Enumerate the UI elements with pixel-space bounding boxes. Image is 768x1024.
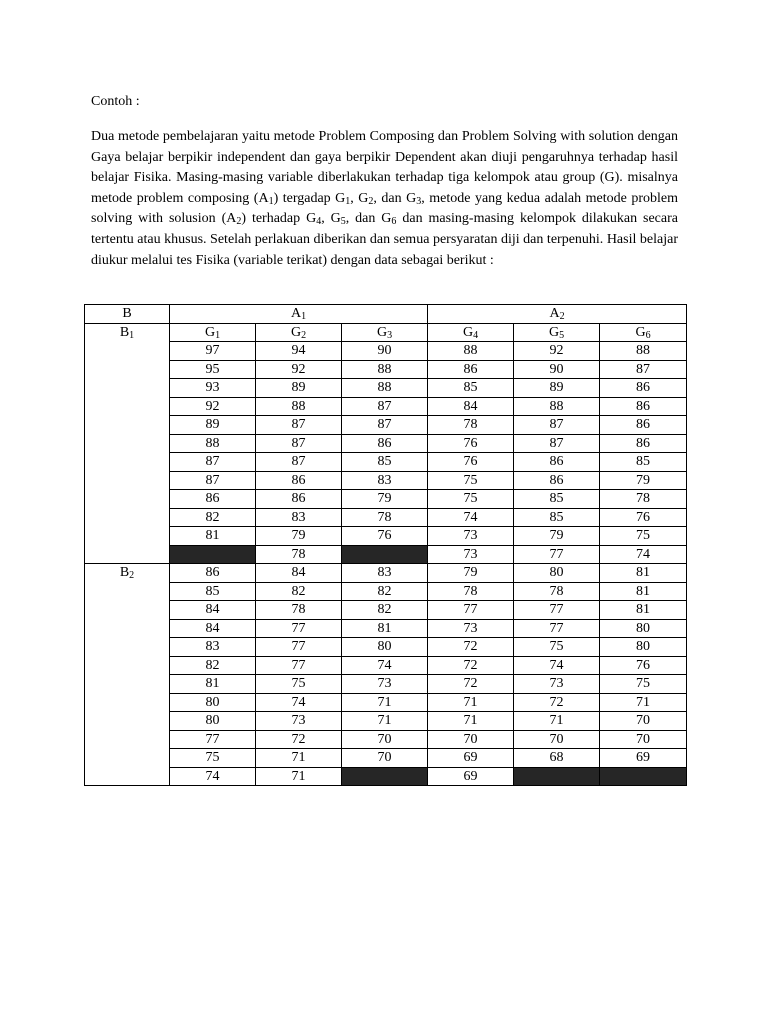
score-cell: 75 bbox=[170, 749, 256, 768]
score-cell: 82 bbox=[170, 656, 256, 675]
score-cell: 87 bbox=[514, 434, 600, 453]
score-cell: 89 bbox=[256, 379, 342, 398]
score-cell: 87 bbox=[256, 416, 342, 435]
score-cell: 93 bbox=[170, 379, 256, 398]
score-cell: 83 bbox=[170, 638, 256, 657]
score-cell: 74 bbox=[342, 656, 428, 675]
header-group-g3: $G_3$ bbox=[342, 323, 428, 342]
score-cell: 71 bbox=[342, 712, 428, 731]
score-cell: 70 bbox=[600, 730, 687, 749]
score-cell: 71 bbox=[428, 712, 514, 731]
score-cell: 76 bbox=[600, 656, 687, 675]
score-cell: 77 bbox=[170, 730, 256, 749]
score-cell: 75 bbox=[600, 675, 687, 694]
table-row bbox=[85, 619, 687, 638]
table-row bbox=[85, 397, 687, 416]
score-cell: 86 bbox=[600, 379, 687, 398]
score-cell: 85 bbox=[514, 490, 600, 509]
score-cell: 86 bbox=[600, 416, 687, 435]
score-cell: 73 bbox=[428, 545, 514, 564]
score-cell: 78 bbox=[342, 508, 428, 527]
score-cell: 69 bbox=[428, 749, 514, 768]
score-cell: 84 bbox=[428, 397, 514, 416]
table-row bbox=[85, 471, 687, 490]
score-cell: 73 bbox=[342, 675, 428, 694]
score-cell: 76 bbox=[342, 527, 428, 546]
score-cell: 70 bbox=[342, 749, 428, 768]
score-cell: 80 bbox=[600, 619, 687, 638]
score-cell: 78 bbox=[428, 416, 514, 435]
score-cell: 92 bbox=[256, 360, 342, 379]
score-cell: 85 bbox=[600, 453, 687, 472]
score-cell: 84 bbox=[170, 619, 256, 638]
score-cell: 78 bbox=[256, 601, 342, 620]
score-cell: 87 bbox=[342, 397, 428, 416]
score-cell: 87 bbox=[514, 416, 600, 435]
table-row bbox=[85, 601, 687, 620]
table-row bbox=[85, 453, 687, 472]
table-row bbox=[85, 712, 687, 731]
score-cell: 83 bbox=[342, 564, 428, 583]
score-cell: 86 bbox=[428, 360, 514, 379]
header-group-g4: $G_4$ bbox=[428, 323, 514, 342]
score-cell: 76 bbox=[428, 434, 514, 453]
score-cell: 81 bbox=[600, 564, 687, 583]
score-cell: 75 bbox=[514, 638, 600, 657]
score-cell: 79 bbox=[514, 527, 600, 546]
score-cell: 86 bbox=[256, 490, 342, 509]
score-cell: 76 bbox=[600, 508, 687, 527]
score-cell: 82 bbox=[170, 508, 256, 527]
score-cell: 78 bbox=[514, 582, 600, 601]
score-cell: 76 bbox=[428, 453, 514, 472]
score-cell: 86 bbox=[514, 453, 600, 472]
score-cell: 77 bbox=[256, 656, 342, 675]
score-cell: 87 bbox=[256, 453, 342, 472]
header-group-g1: $G_1$ bbox=[170, 323, 256, 342]
score-cell: 81 bbox=[600, 601, 687, 620]
score-cell: 75 bbox=[600, 527, 687, 546]
score-cell: 78 bbox=[256, 545, 342, 564]
empty-cell bbox=[170, 545, 256, 564]
score-cell: 71 bbox=[342, 693, 428, 712]
score-cell: 88 bbox=[256, 397, 342, 416]
score-cell: 71 bbox=[428, 693, 514, 712]
score-cell: 72 bbox=[428, 638, 514, 657]
score-cell: 88 bbox=[342, 379, 428, 398]
score-cell: 87 bbox=[256, 434, 342, 453]
score-cell: 87 bbox=[170, 453, 256, 472]
score-cell: 71 bbox=[256, 749, 342, 768]
score-cell: 74 bbox=[170, 767, 256, 786]
score-cell: 74 bbox=[600, 545, 687, 564]
table-row bbox=[85, 360, 687, 379]
score-cell: 77 bbox=[514, 601, 600, 620]
score-cell: 81 bbox=[342, 619, 428, 638]
score-cell: 77 bbox=[428, 601, 514, 620]
score-cell: 77 bbox=[256, 619, 342, 638]
table-row bbox=[85, 693, 687, 712]
score-cell: 92 bbox=[170, 397, 256, 416]
block-label-b2: $B_2$ bbox=[85, 564, 170, 786]
score-cell: 73 bbox=[428, 527, 514, 546]
score-cell: 73 bbox=[256, 712, 342, 731]
header-corner-b: B bbox=[85, 305, 170, 324]
score-cell: 97 bbox=[170, 342, 256, 361]
score-cell: 88 bbox=[600, 342, 687, 361]
score-cell: 79 bbox=[342, 490, 428, 509]
score-cell: 89 bbox=[514, 379, 600, 398]
score-cell: 87 bbox=[600, 360, 687, 379]
score-cell: 94 bbox=[256, 342, 342, 361]
score-cell: 80 bbox=[600, 638, 687, 657]
score-cell: 82 bbox=[342, 601, 428, 620]
score-cell: 68 bbox=[514, 749, 600, 768]
table-row bbox=[85, 490, 687, 509]
score-cell: 80 bbox=[170, 712, 256, 731]
score-cell: 83 bbox=[256, 508, 342, 527]
header-row-factor-a bbox=[85, 305, 687, 324]
score-cell: 81 bbox=[600, 582, 687, 601]
score-cell: 85 bbox=[342, 453, 428, 472]
score-cell: 72 bbox=[256, 730, 342, 749]
score-cell: 78 bbox=[600, 490, 687, 509]
score-cell: 81 bbox=[170, 675, 256, 694]
score-cell: 88 bbox=[428, 342, 514, 361]
document-page bbox=[91, 92, 678, 271]
table-row bbox=[85, 527, 687, 546]
score-cell: 80 bbox=[342, 638, 428, 657]
score-cell: 70 bbox=[428, 730, 514, 749]
score-cell: 84 bbox=[256, 564, 342, 583]
score-cell: 75 bbox=[428, 471, 514, 490]
score-cell: 72 bbox=[514, 693, 600, 712]
score-cell: 86 bbox=[600, 397, 687, 416]
empty-cell bbox=[600, 767, 687, 786]
score-cell: 79 bbox=[428, 564, 514, 583]
score-cell: 70 bbox=[342, 730, 428, 749]
score-cell: 69 bbox=[600, 749, 687, 768]
header-group-g6: $G_6$ bbox=[600, 323, 687, 342]
score-cell: 78 bbox=[428, 582, 514, 601]
score-cell: 85 bbox=[170, 582, 256, 601]
score-cell: 70 bbox=[514, 730, 600, 749]
table-row bbox=[85, 675, 687, 694]
score-cell: 79 bbox=[256, 527, 342, 546]
score-cell: 80 bbox=[170, 693, 256, 712]
block-label-b1: $B_1$ bbox=[85, 323, 170, 564]
header-factor-a2: $A_2$ bbox=[428, 305, 687, 324]
score-cell: 90 bbox=[514, 360, 600, 379]
score-cell: 74 bbox=[256, 693, 342, 712]
score-cell: 77 bbox=[514, 545, 600, 564]
header-row-groups bbox=[85, 323, 687, 342]
table-row bbox=[85, 564, 687, 583]
empty-cell bbox=[342, 767, 428, 786]
score-cell: 85 bbox=[428, 379, 514, 398]
header-factor-a1: $A_1$ bbox=[170, 305, 428, 324]
score-cell: 77 bbox=[514, 619, 600, 638]
problem-paragraph: Dua metode pembelajaran yaitu metode Problem Composing dan Problem Solving with solution dengan Gaya belajar berpikir independent dan gaya berpikir Dependent akan diuji pengaruhnya terhadap hasil belajar Fisika. Masing-masing variable diberlakukan terhadap tiga kelompok atau group (G). misalnya metode problem composing $(A_1)$ tergadap $G_1$, $G_2$, dan $G_3$, metode yang kedua adalah metode problem solving with solusion $(A_2)$ terhadap $G_4$, $G_5$, dan $G_6$ dan masing-masing kelompok dilakukan secara tertentu atau khusus. Setelah perlakuan diberikan dan semua persyaratan diji dan terpenuhi. Hasil belajar diukur melalui tes Fisika (variable terikat) dengan data sebagai berikut : bbox=[91, 129, 678, 268]
score-cell: 73 bbox=[514, 675, 600, 694]
table-row bbox=[85, 749, 687, 768]
score-cell: 92 bbox=[514, 342, 600, 361]
score-cell: 84 bbox=[170, 601, 256, 620]
score-cell: 86 bbox=[342, 434, 428, 453]
table-row bbox=[85, 508, 687, 527]
score-cell: 90 bbox=[342, 342, 428, 361]
score-cell: 83 bbox=[342, 471, 428, 490]
score-cell: 86 bbox=[256, 471, 342, 490]
score-cell: 87 bbox=[342, 416, 428, 435]
table-row bbox=[85, 434, 687, 453]
score-cell: 82 bbox=[256, 582, 342, 601]
score-cell: 75 bbox=[428, 490, 514, 509]
table-row bbox=[85, 767, 687, 786]
score-cell: 71 bbox=[256, 767, 342, 786]
score-cell: 74 bbox=[428, 508, 514, 527]
header-group-g5: $G_5$ bbox=[514, 323, 600, 342]
score-cell: 86 bbox=[170, 490, 256, 509]
score-cell: 71 bbox=[514, 712, 600, 731]
table-row bbox=[85, 545, 687, 564]
score-cell: 95 bbox=[170, 360, 256, 379]
score-cell: 75 bbox=[256, 675, 342, 694]
example-label: Contoh : bbox=[91, 94, 140, 109]
score-cell: 77 bbox=[256, 638, 342, 657]
score-cell: 74 bbox=[514, 656, 600, 675]
table-row bbox=[85, 582, 687, 601]
score-cell: 71 bbox=[600, 693, 687, 712]
score-cell: 73 bbox=[428, 619, 514, 638]
score-cell: 88 bbox=[514, 397, 600, 416]
empty-cell bbox=[514, 767, 600, 786]
score-cell: 87 bbox=[170, 471, 256, 490]
score-cell: 88 bbox=[342, 360, 428, 379]
header-group-g2: $G_2$ bbox=[256, 323, 342, 342]
table-row bbox=[85, 416, 687, 435]
score-cell: 85 bbox=[514, 508, 600, 527]
score-cell: 88 bbox=[170, 434, 256, 453]
table-row bbox=[85, 730, 687, 749]
score-cell: 82 bbox=[342, 582, 428, 601]
empty-cell bbox=[342, 545, 428, 564]
score-cell: 86 bbox=[170, 564, 256, 583]
table-row bbox=[85, 342, 687, 361]
score-table bbox=[84, 304, 687, 786]
score-cell: 80 bbox=[514, 564, 600, 583]
score-cell: 86 bbox=[600, 434, 687, 453]
score-cell: 79 bbox=[600, 471, 687, 490]
table-row bbox=[85, 379, 687, 398]
score-cell: 69 bbox=[428, 767, 514, 786]
table-row bbox=[85, 656, 687, 675]
score-cell: 70 bbox=[600, 712, 687, 731]
score-cell: 89 bbox=[170, 416, 256, 435]
score-cell: 72 bbox=[428, 656, 514, 675]
table-row bbox=[85, 638, 687, 657]
score-cell: 81 bbox=[170, 527, 256, 546]
score-cell: 86 bbox=[514, 471, 600, 490]
score-cell: 72 bbox=[428, 675, 514, 694]
